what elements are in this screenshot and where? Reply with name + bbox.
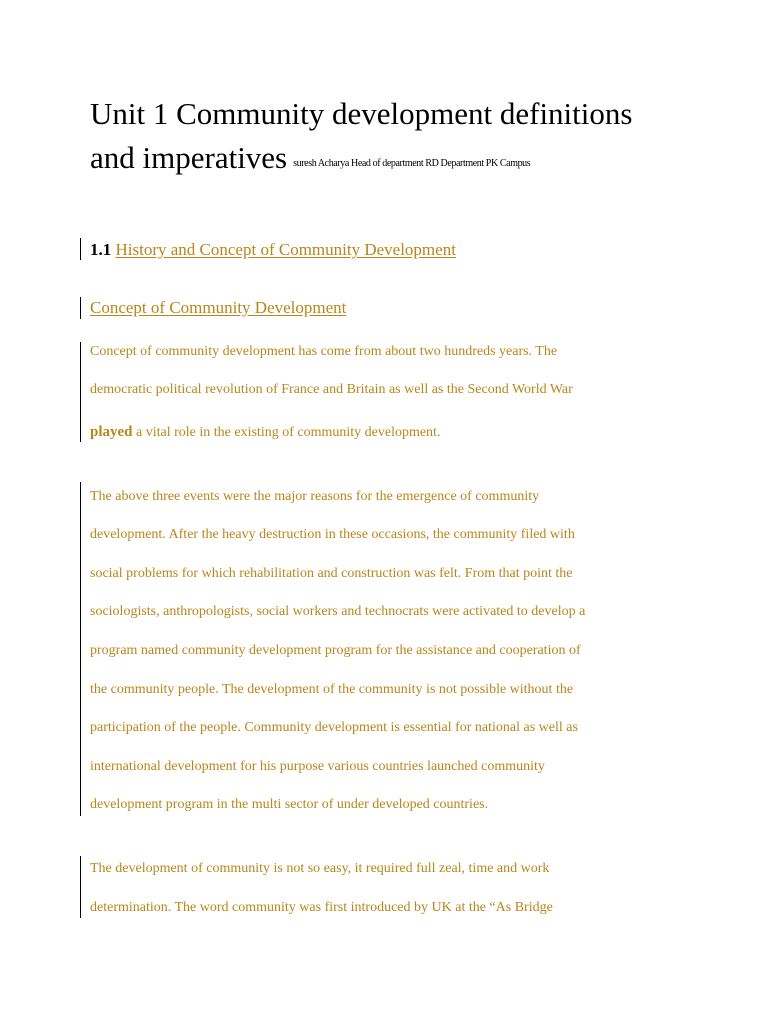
section-heading-1-1 <box>90 238 456 262</box>
paragraph-1-line-3 <box>90 423 440 442</box>
paragraph-2-line: the community people. The development of the community is not possible without the <box>90 682 574 697</box>
paragraph-2-line: sociologists, anthropologists, social workers and technocrats were activated to develop a <box>90 604 586 619</box>
title-line-1: Unit 1 Community development definitions <box>90 96 633 131</box>
revision-bar <box>80 856 81 918</box>
paragraph-1-line-2: democratic political revolution of France and Britain as well as the Second World War <box>90 382 573 397</box>
history-concept-link[interactable]: History and Concept of Community Development <box>115 240 456 259</box>
title-line-2 <box>90 136 750 180</box>
played-bold-text: played <box>90 424 133 440</box>
paragraph-2-line: participation of the people. Community development is essential for national as well as <box>90 720 578 735</box>
concept-heading <box>90 296 346 320</box>
paragraph-2-line: The above three events were the major reasons for the emergence of community <box>90 489 540 504</box>
revision-bar <box>80 238 81 260</box>
paragraph-1-line-3-rest: a vital role in the existing of community development. <box>132 425 441 440</box>
author-note: suresh Acharya Head of department RD Department PK Campus <box>293 158 531 169</box>
paragraph-1-line-1: Concept of community development has come from about two hundreds years. The <box>90 344 558 359</box>
paragraph-2-line: development. After the heavy destruction in these occasions, the community filed with <box>90 527 575 542</box>
paragraph-3-line: The development of community is not so easy, it required full zeal, time and work <box>90 861 550 876</box>
concept-heading-link[interactable]: Concept of Community Development <box>90 298 347 317</box>
paragraph-2-line: program named community development program for the assistance and cooperation of <box>90 643 581 658</box>
paragraph-3-line: determination. The word community was first introduced by UK at the “As Bridge <box>90 900 553 915</box>
paragraph-2-line: social problems for which rehabilitation and construction was felt. From that point the <box>90 566 573 581</box>
section-number: 1.1 <box>90 240 112 259</box>
revision-bar <box>80 297 81 319</box>
paragraph-2-line: international development for his purpose various countries launched community <box>90 759 545 774</box>
title-line-2-text: and imperatives <box>90 140 288 175</box>
revision-bar <box>80 342 81 442</box>
revision-bar <box>80 482 81 816</box>
paragraph-2-line: development program in the multi sector of under developed countries. <box>90 797 489 812</box>
document-title <box>90 92 750 180</box>
